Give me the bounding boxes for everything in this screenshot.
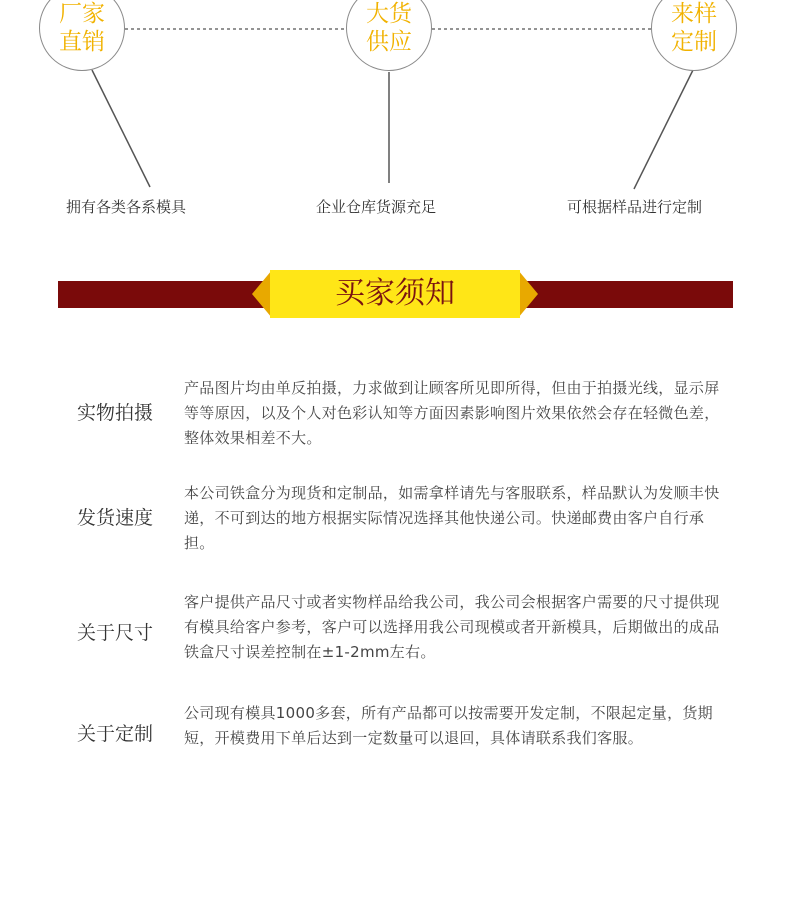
notice-text-shipping: 本公司铁盒分为现货和定制品，如需拿样请先与客服联系，样品默认为发顺丰快递，不可到达的地方根据实际情况选择其他快递公司。快递邮费由客户自行承担。 xyxy=(184,484,720,552)
feature-title-line1: 大货 xyxy=(366,1,412,27)
feature-caption: 可根据样品进行定制 xyxy=(567,198,703,216)
feature-caption: 拥有各类各系模具 xyxy=(66,198,187,216)
notice-label-custom: 关于定制 xyxy=(76,723,153,745)
notice-label-size: 关于尺寸 xyxy=(76,622,153,644)
notice-text-custom: 公司现有模具1000多套，所有产品都可以按需要开发定制，不限起定量，货期短，开模费用下单后达到一定数量可以退回，具体请联系我们客服。 xyxy=(184,704,713,747)
notice-label-photography: 实物拍摄 xyxy=(76,402,153,424)
feature-caption: 企业仓库货源充足 xyxy=(316,198,437,216)
feature-title-line1: 来样 xyxy=(671,1,717,27)
notice-text-size: 客户提供产品尺寸或者实物样品给我公司，我公司会根据客户需要的尺寸提供现有模具给客户参考，客户可以选择用我公司现模或者开新模具，后期做出的成品铁盒尺寸误差控制在±1-2mm左右。 xyxy=(184,593,720,661)
feature-title-line1: 厂家 xyxy=(59,1,105,27)
notice-label-shipping: 发货速度 xyxy=(76,507,153,529)
notice-text-photography: 产品图片均由单反拍摄，力求做到让顾客所见即所得，但由于拍摄光线，显示屏等等原因，以及个人对色彩认知等方面因素影响图片效果依然会存在轻微色差，整体效果相差不大。 xyxy=(184,379,720,447)
feature-title-line2: 定制 xyxy=(671,29,717,55)
banner-title: 买家须知 xyxy=(335,276,455,311)
feature-title-line2: 供应 xyxy=(366,29,412,55)
feature-title-line2: 直销 xyxy=(59,29,105,55)
